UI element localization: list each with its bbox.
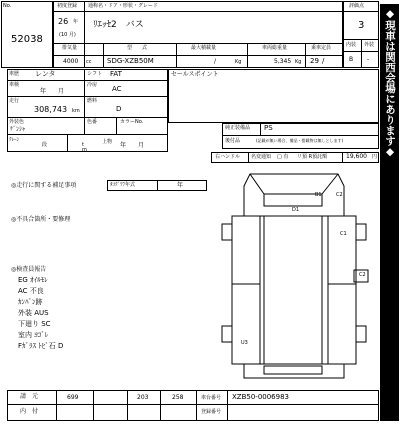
- roof: [264, 216, 322, 364]
- color-value: ｹﾞﾝｼｬ: [10, 126, 26, 133]
- model-value: SDG-XZB50M: [107, 57, 154, 65]
- wheel-rr: [356, 326, 366, 342]
- displacement-unit: cc: [86, 59, 92, 65]
- right-side: [328, 216, 356, 364]
- inner-label: 内 付: [20, 408, 39, 415]
- first-reg-label: 初度登録: [57, 3, 78, 9]
- type-value: レンタ: [35, 70, 56, 78]
- vehicle-diagram: [220, 166, 370, 386]
- grade-label: 評価点: [349, 3, 365, 9]
- handle: 右ハンドル: [215, 154, 241, 160]
- name-label: 通称名・ドア・形状・グレード: [88, 3, 158, 9]
- interior-value: B: [349, 56, 354, 63]
- claim-label: 請 元: [20, 393, 39, 400]
- inspector-line: ｶﾝﾊﾞﾝ跡: [18, 298, 43, 306]
- rear-window: [264, 366, 322, 374]
- grade-value: 3: [358, 20, 365, 31]
- gross-weight-unit: Kg: [295, 59, 302, 65]
- lot-label: No.: [3, 3, 12, 9]
- fuel-label: 燃料: [87, 98, 98, 104]
- recycle-value: 19,600: [346, 153, 367, 160]
- chassis-value: XZB50-0006983: [232, 393, 290, 401]
- ac-label: 冷房: [87, 82, 98, 88]
- mileage-label: 走行: [9, 98, 20, 104]
- sales-point-label: セールスポイント: [171, 71, 219, 78]
- inspector-line: EG ｵｲﾙﾓﾚ: [18, 276, 48, 284]
- claim-value: 258: [172, 394, 184, 401]
- capacity-label: 乗車定員: [311, 45, 332, 51]
- ac-value: AC: [112, 85, 122, 93]
- wheel-fr: [356, 224, 366, 240]
- tacho-value: 年: [177, 182, 184, 189]
- gross-weight-label: 車両総重量: [262, 45, 288, 51]
- inspector-line: 外装 AUS: [18, 309, 49, 317]
- owner-value: □ 有: [277, 154, 289, 160]
- mileage-value: 308,743: [34, 105, 68, 114]
- interior-label: 内装: [346, 42, 357, 48]
- color-label: 外装色: [9, 119, 25, 125]
- capacity-unit: /: [322, 57, 325, 65]
- max-load-unit: Kg: [235, 59, 242, 65]
- inspector-line: 室内 ﾖｺﾞﾚ: [18, 331, 49, 339]
- capacity-value: 29: [310, 57, 319, 65]
- mileage-unit: km: [72, 108, 80, 114]
- lift-label: 上物: [102, 139, 113, 145]
- fuel-value: D: [116, 105, 122, 113]
- side-banner: [380, 4, 399, 421]
- lot-number: 52038: [11, 34, 43, 45]
- recycle-label: リ預 R預託額: [297, 154, 328, 160]
- inspector-line: 下廻り SC: [18, 320, 51, 328]
- wheel-fl: [222, 224, 232, 240]
- month: (10 月): [59, 32, 76, 38]
- crane-label: ｸﾚｰﾝ: [9, 137, 20, 143]
- inspection-label: 車検: [9, 82, 20, 88]
- tacho-label: ﾀｺｸﾞﾗﾌ年式: [110, 182, 136, 188]
- genuine-value: PS: [264, 124, 273, 132]
- mark-c2-side: C2: [359, 272, 366, 278]
- reg-label: 登録番号: [201, 409, 222, 415]
- crane-stage-unit: 段: [42, 142, 48, 148]
- shift-label: シフト: [87, 71, 103, 77]
- car-name: ﾘｴｯｾ2 バス: [93, 20, 144, 30]
- max-load-value: /: [214, 58, 217, 65]
- extra-label: 後付品: [225, 138, 241, 144]
- max-load-label: 最大積載量: [191, 45, 217, 51]
- extra-note: (記載が無い場合、備品・搭載物は無しとします): [256, 138, 344, 143]
- shift-value: FAT: [110, 70, 122, 78]
- owner-label: 名変通知: [251, 154, 272, 160]
- claim-value: 699: [67, 394, 79, 401]
- model-label: 型 式: [127, 45, 148, 51]
- defect-label: ◎不具合箇所・要修理: [11, 216, 71, 223]
- lift-value: 年 月: [120, 142, 145, 149]
- exterior-label: 外装: [364, 42, 375, 48]
- mark-u3: U3: [241, 340, 248, 346]
- displacement-label: 排気量: [62, 45, 78, 51]
- running-label: ◎走行に関する補足事項: [11, 182, 77, 189]
- year-era: 26: [58, 17, 69, 26]
- year-unit: 年: [73, 19, 79, 25]
- mark-c2-front: C2: [336, 192, 343, 198]
- mark-d1: D1: [292, 207, 300, 213]
- exterior-value: -: [367, 56, 370, 63]
- chassis-label: 車台番号: [201, 395, 222, 401]
- claim-value: 203: [137, 394, 149, 401]
- wheel-rl: [222, 326, 232, 342]
- inspector-label: ◎検査員報告: [11, 266, 47, 273]
- crane-t-unit: t: [82, 142, 84, 148]
- mark-b1: B1: [315, 192, 322, 198]
- mark-c1: C1: [340, 231, 347, 237]
- displacement-value: 4000: [63, 58, 79, 65]
- gross-weight-value: 5,345: [274, 58, 292, 65]
- inspector-line: Fｶﾞﾗｽ ﾄﾋﾞ石 D: [18, 342, 64, 350]
- genuine-label: 純正装備品: [225, 125, 251, 131]
- crane-height-unit: m: [82, 147, 87, 153]
- inspection-value: 年 月: [40, 88, 65, 95]
- type-label: 車歴: [9, 71, 20, 77]
- side-banner-text: ◆現車は関西会場にあります◆: [384, 8, 396, 158]
- color-no-label: 色番: [87, 119, 98, 125]
- color-no-value: カラーNo.: [120, 119, 144, 125]
- inspector-line: AC 不良: [18, 287, 44, 295]
- recycle-unit: 円: [372, 154, 378, 160]
- windshield: [264, 194, 322, 206]
- footer-box: [7, 390, 379, 421]
